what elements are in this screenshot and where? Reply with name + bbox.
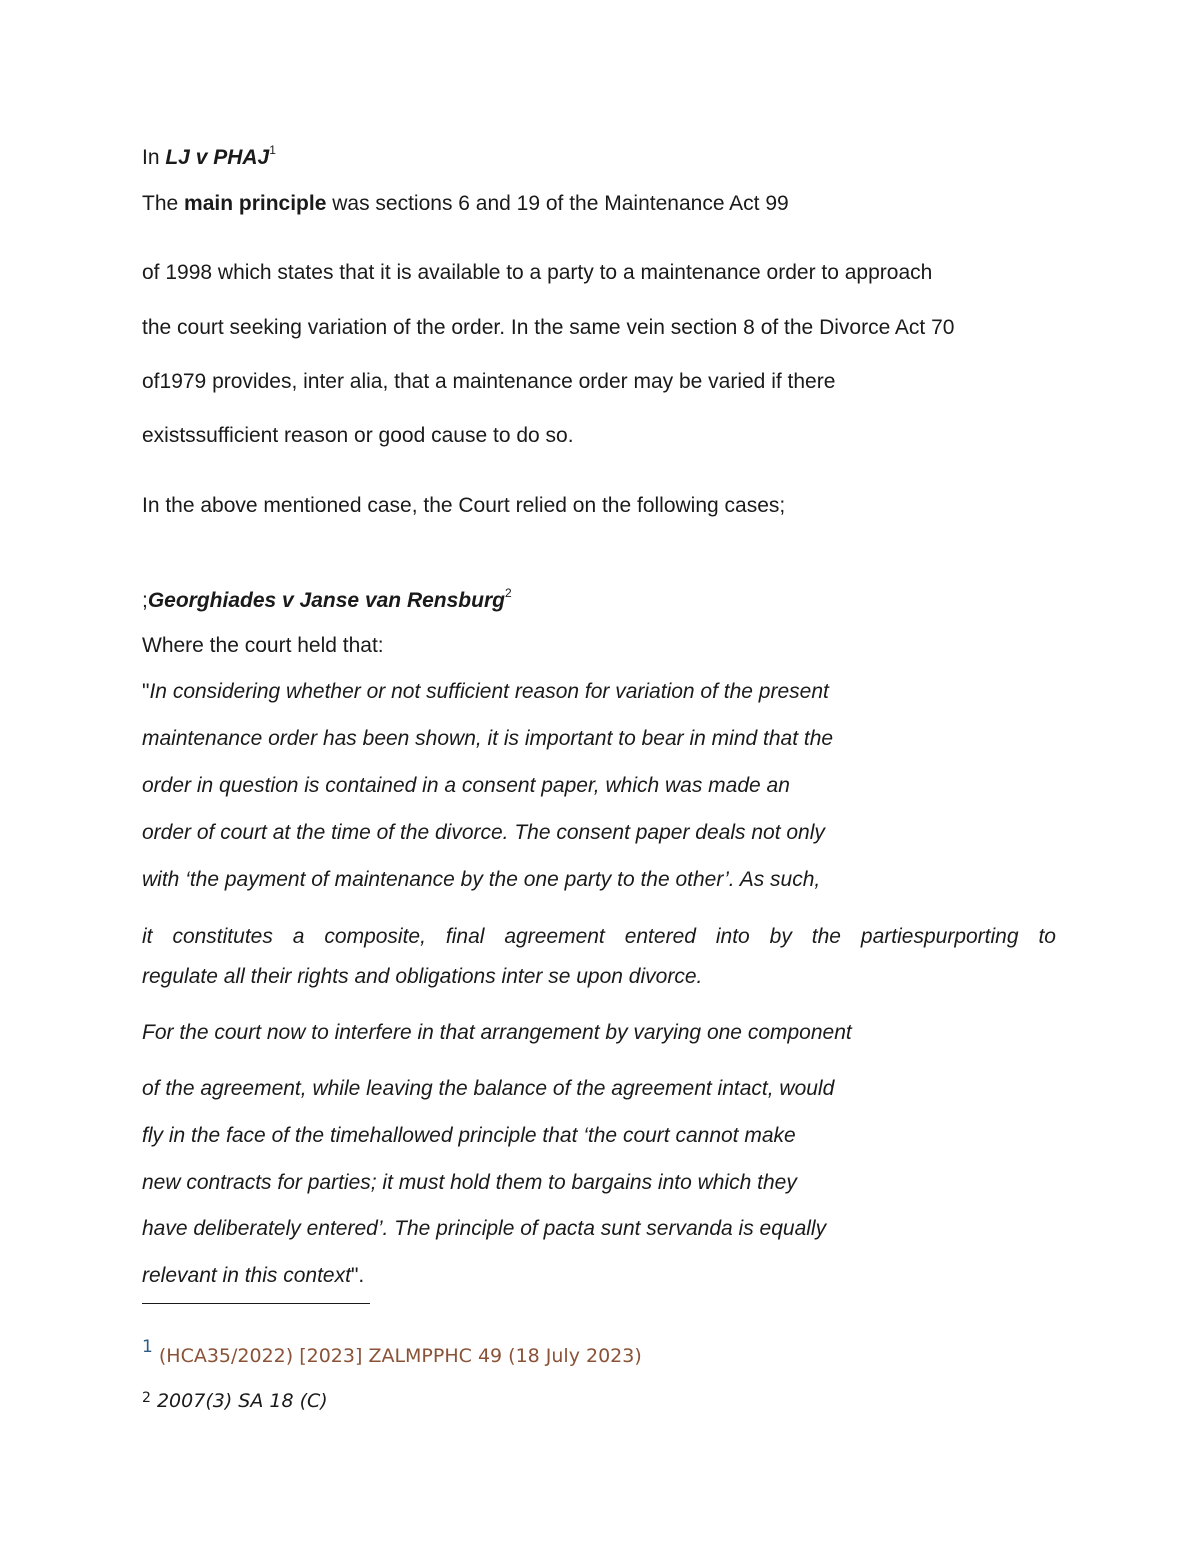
quote-line: For the court now to interfere in that arrangement by varying one component: [142, 1021, 852, 1044]
quote-line: regulate all their rights and obligations inter se upon divorce.: [142, 965, 703, 988]
heading-prefix: In: [142, 146, 166, 169]
principle-text-before: The: [142, 192, 185, 215]
quote-line: new contracts for parties; it must hold them to bargains into which they: [142, 1171, 797, 1194]
body-line: existssufficient reason or good cause to do so.: [142, 424, 574, 447]
footnote-text[interactable]: (HCA35/2022) [2023] ZALMPPHC 49 (18 July 2023): [158, 1345, 642, 1367]
quote-line: of the agreement, while leaving the balance of the agreement intact, would: [142, 1077, 835, 1100]
principle-line: [142, 193, 789, 214]
case-2-name: Georghiades v Janse van Rensburg: [147, 589, 505, 612]
footnote-number: 1: [142, 1337, 153, 1357]
principle-text-after: was sections 6 and 19 of the Maintenance Act 99: [326, 192, 789, 215]
quote-line: order of court at the time of the divorce. The consent paper deals not only: [142, 821, 825, 844]
footnote-text: 2007(3) SA 18 (C): [156, 1390, 328, 1412]
footnote-1: [142, 1337, 642, 1367]
footnote-ref-1[interactable]: 1: [269, 143, 276, 157]
body-line: of 1998 which states that it is available to a party to a maintenance order to approach: [142, 261, 933, 284]
case-heading: [142, 143, 276, 169]
body-line: of1979 provides, inter alia, that a maintenance order may be varied if there: [142, 370, 836, 393]
footnote-ref-2[interactable]: 2: [504, 586, 512, 600]
quote-text: relevant in this context: [142, 1264, 351, 1287]
quote-line: [142, 681, 829, 702]
quote-paragraph: [142, 926, 1056, 987]
quote-line: fly in the face of the timehallowed principle that ‘the court cannot make: [142, 1124, 796, 1147]
body-line: the court seeking variation of the order. In the same vein section 8 of the Divorce Act 70: [142, 316, 955, 339]
case-name: LJ v PHAJ: [165, 146, 270, 169]
footnote-2: [142, 1392, 328, 1411]
quote-text: In considering whether or not sufficient reason for variation of the present: [149, 680, 829, 703]
quote-justified-line: it constitutes a composite, final agreement entered into by the partiespurporting to: [142, 925, 1056, 948]
footnote-separator: [142, 1303, 370, 1304]
quote-open-mark: ": [142, 680, 150, 703]
relied-on-line: In the above mentioned case, the Court relied on the following cases;: [142, 494, 786, 517]
principle-bold: main principle: [184, 192, 327, 215]
quote-line: with ‘the payment of maintenance by the one party to the other’. As such,: [142, 868, 821, 891]
case-2-prefix: ;: [142, 589, 148, 612]
quote-close-mark: ".: [350, 1264, 365, 1287]
footnote-number: 2: [142, 1390, 151, 1406]
held-intro: Where the court held that:: [142, 634, 384, 657]
quote-line: have deliberately entered’. The principle of pacta sunt servanda is equally: [142, 1217, 827, 1240]
quote-line: maintenance order has been shown, it is important to bear in mind that the: [142, 727, 834, 750]
quote-line: order in question is contained in a consent paper, which was made an: [142, 774, 790, 797]
case-2-heading: [142, 586, 512, 612]
quote-last-line: [142, 1265, 364, 1286]
